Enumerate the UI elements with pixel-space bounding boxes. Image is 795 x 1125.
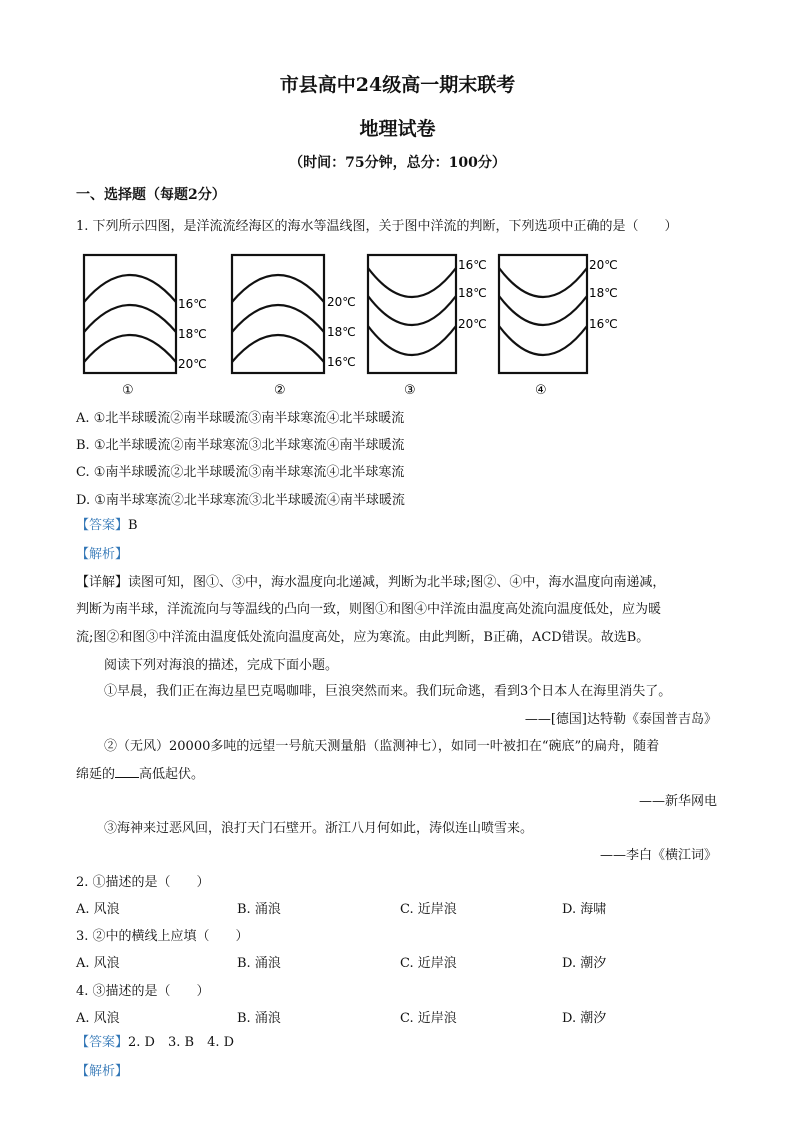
detail-line-2: 判断为南半球，洋流流向与等温线的凸向一致，则图①和图④中洋流由温度高处流向温度低处，应为暖 bbox=[76, 602, 662, 617]
fig2-isotherm-label: 18℃ bbox=[327, 325, 356, 339]
fig4-isotherm-label: 16℃ bbox=[589, 317, 618, 331]
q3-option-d: D. 潮汐 bbox=[562, 956, 607, 971]
answer-value: B bbox=[128, 518, 138, 533]
q3-option-a: A. 风浪 bbox=[76, 956, 120, 971]
q4-option-b: B. 涌浪 bbox=[237, 1011, 281, 1026]
q4-option-a: A. 风浪 bbox=[76, 1011, 120, 1026]
q3-option-b: B. 涌浪 bbox=[237, 956, 281, 971]
fig2-number: ② bbox=[274, 383, 286, 398]
fig3-isotherm-label: 18℃ bbox=[458, 286, 487, 300]
q2-option-d: D. 海啸 bbox=[562, 902, 607, 917]
fig4-isotherm-label: 18℃ bbox=[589, 286, 618, 300]
fig1-isotherm-label: 16℃ bbox=[178, 297, 207, 311]
isotherm-figure-1 bbox=[82, 250, 217, 404]
q1-answer bbox=[76, 514, 138, 533]
fig2-isotherm-label: 20℃ bbox=[327, 295, 356, 309]
isotherm-figure-4 bbox=[497, 250, 632, 404]
fill-blank bbox=[115, 765, 139, 778]
q4-stem: 4. ③描述的是（ ） bbox=[76, 984, 210, 999]
fig4-number: ④ bbox=[535, 383, 547, 398]
answer-values: 2. D 3. B 4. D bbox=[128, 1035, 235, 1050]
time-info: （时间：75分钟，总分：100分） bbox=[289, 155, 506, 171]
q2-stem: 2. ①描述的是（ ） bbox=[76, 875, 210, 890]
answer-label: 【答案】 bbox=[76, 518, 129, 533]
fig1-isotherm-label: 18℃ bbox=[178, 327, 207, 341]
q1-option-a: A. ①北半球暖流②南半球暖流③南半球寒流④北半球暖流 bbox=[76, 411, 405, 426]
q2-option-c: C. 近岸浪 bbox=[400, 902, 457, 917]
q1-option-b: B. ①北半球暖流②南半球寒流③北半球寒流④南半球暖流 bbox=[76, 438, 405, 453]
analysis-label: 【解析】 bbox=[76, 547, 129, 562]
passage-1-source: ——[德国]达特勒《泰国普吉岛》 bbox=[524, 712, 717, 727]
q2-option-b: B. 涌浪 bbox=[237, 902, 281, 917]
q1-option-d: D. ①南半球寒流②北半球寒流③北半球暖流④南半球暖流 bbox=[76, 493, 405, 508]
isotherm-figure-3 bbox=[366, 250, 501, 404]
passage-2-line-2: 绵延的 高低起伏。 bbox=[76, 767, 205, 782]
detail-label: 【详解】 bbox=[76, 575, 129, 590]
q4-option-c: C. 近岸浪 bbox=[400, 1011, 457, 1026]
passage-2-line-1: ②（无风）20000多吨的远望一号航天测量船（监测神七），如同一叶被扣在“碗底”的扁舟，随着 bbox=[104, 739, 660, 754]
section-heading: 一、选择题（每题2分） bbox=[76, 187, 226, 203]
fig1-isotherm-label: 20℃ bbox=[178, 357, 207, 371]
fig1-number: ① bbox=[122, 383, 134, 398]
fig3-number: ③ bbox=[404, 383, 416, 398]
passage-intro: 阅读下列对海浪的描述，完成下面小题。 bbox=[104, 658, 339, 673]
fig3-isotherm-label: 20℃ bbox=[458, 317, 487, 331]
fig2-isotherm-label: 16℃ bbox=[327, 355, 356, 369]
q3-stem: 3. ②中的横线上应填（ ） bbox=[76, 929, 249, 944]
exam-title: 市县高中24级高一期末联考 bbox=[279, 74, 516, 96]
answer-label: 【答案】 bbox=[76, 1035, 129, 1050]
passage-3: ③海神来过恶风回，浪打天门石壁开。浙江八月何如此，涛似连山喷雪来。 bbox=[104, 821, 534, 836]
detail-line-3: 流;图②和图③中洋流由温度低处流向温度高处，应为寒流。由此判断，B正确，ACD错误。故选B。 bbox=[76, 630, 650, 645]
q1-stem: 1. 下列所示四图，是洋流流经海区的海水等温线图，关于图中洋流的判断，下列选项中正确的是（ ） bbox=[76, 219, 678, 234]
answers-2-4 bbox=[76, 1031, 234, 1050]
passage-2-source: ——新华网电 bbox=[638, 794, 717, 809]
subject-title: 地理试卷 bbox=[359, 118, 436, 140]
q2-option-a: A. 风浪 bbox=[76, 902, 120, 917]
analysis-label-2: 【解析】 bbox=[76, 1064, 129, 1079]
isotherm-figure-2 bbox=[230, 250, 365, 404]
q1-option-c: C. ①南半球暖流②北半球暖流③南半球寒流④北半球寒流 bbox=[76, 465, 405, 480]
detail-line-1: 【详解】读图可知，图①、③中，海水温度向北递减，判断为北半球;图②、④中，海水温度向南递减， bbox=[76, 575, 666, 590]
passage-3-source: ——李白《横江词》 bbox=[599, 848, 717, 863]
q3-option-c: C. 近岸浪 bbox=[400, 956, 457, 971]
passage-1: ①早晨，我们正在海边星巴克喝咖啡，巨浪突然而来。我们玩命逃，看到3个日本人在海里消失了。 bbox=[104, 684, 672, 699]
q4-option-d: D. 潮汐 bbox=[562, 1011, 607, 1026]
fig4-isotherm-label: 20℃ bbox=[589, 258, 618, 272]
fig3-isotherm-label: 16℃ bbox=[458, 258, 487, 272]
